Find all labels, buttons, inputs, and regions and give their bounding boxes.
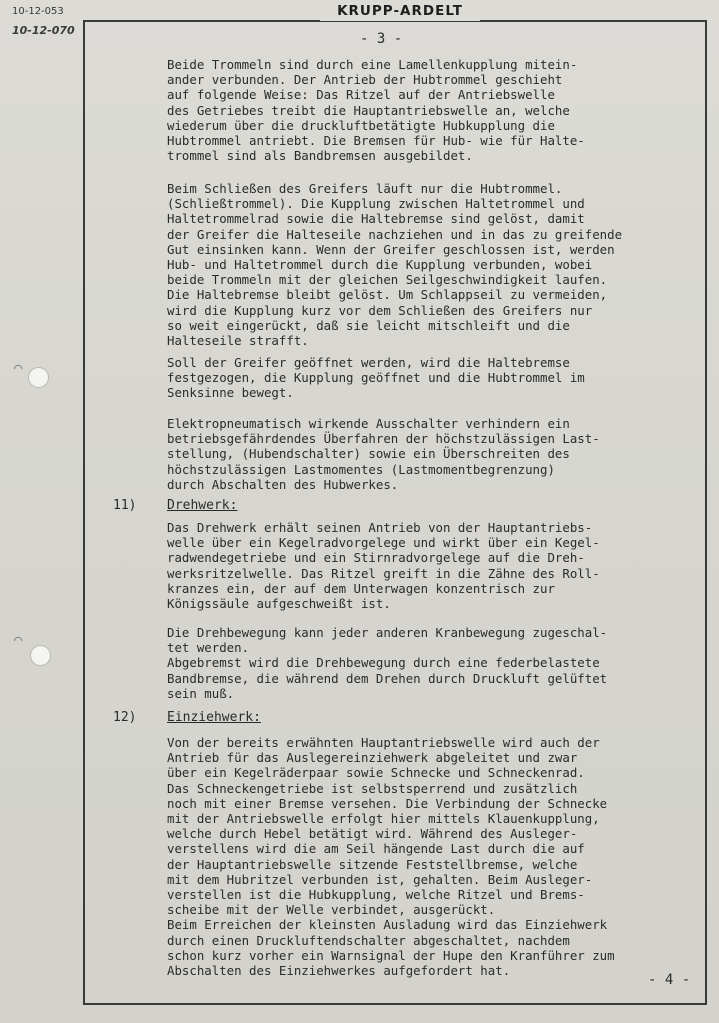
punch-hole-icon — [30, 645, 51, 666]
document-header-title: KRUPP-ARDELT — [320, 3, 480, 21]
punch-mark-icon: ⌒ — [14, 360, 23, 376]
section-title: Drehwerk: — [167, 498, 238, 513]
punch-hole-icon — [28, 367, 49, 388]
punch-mark-icon: ⌒ — [14, 632, 23, 648]
section-number: 12) — [113, 710, 137, 725]
paragraph-grab-closing: Beim Schließen des Greifers läuft nur die Hubtrommel. (Schließtrommel). Die Kupplung zwischen Haltetrommel und Haltetrommelrad sowie die Haltebremse sind gelöst, damit der Greifer die Halteseile nachziehen und in das zu greifende Gut einsinken kann. Wenn der Greifer geschlossen ist, werden Hub- und Haltetrommel durch die Kupplung verbunden, wobei beide Trommeln mit der gleichen Seilgeschwindigkeit laufen. Die Haltebremse bleibt gelöst. Um Schlappseil zu vermeiden, wird die Kupplung kurz vor dem Schließen des Greifers nur so weit eingerückt, daß sie leicht mitschleift und die Halteseile strafft. — [167, 181, 623, 349]
archive-stamp-top: 10-12-053 — [12, 6, 64, 17]
paragraph-slewing-drive: Das Drehwerk erhält seinen Antrieb von der Hauptantriebs- welle über ein Kegelradvorgelege und wirkt über ein Kegel- radwendegetriebe und ein Stirnradvorgelege auf die Dreh- werksritzelwelle. Das Ritzel greift in die Zähne des Roll- kranzes ein, der auf dem Unterwagen konzentrisch zur Königssäule aufgeschweißt ist. — [167, 520, 600, 612]
paragraph-luffing-gear: Von der bereits erwähnten Hauptantriebswelle wird auch der Antrieb für das Auslegereinziehwerk abgeleitet und zwar über ein Kegelräderpaar sowie Schnecke und Schneckenrad. Das Schneckengetriebe ist selbstsperrend und zusätzlich noch mit einer Bremse versehen. Die Verbindung der Schnecke mit der Antriebswelle erfolgt hier mittels Klauenkupplung, welche durch Hebel betätigt wird. Während des Ausleger- verstellens wird die am Seil hängende Last durch die auf der Hauptantriebswelle sitzende Feststellbremse, welche mit dem Hubritzel verbunden ist, gehalten. Beim Ausleger- verstellen ist die Hubkupplung, welche Ritzel und Brems- scheibe mit der Welle verbindet, ausgerückt. Beim Erreichen der kleinsten Ausladung wird das Einziehwerk durch einen Druckluftendschalter abgeschaltet, nachdem schon kurz vorher ein Warnsignal der Hupe den Kranführer zum Abschalten des Einziehwerkes aufgefordert hat. — [167, 735, 615, 979]
paragraph-drums-coupling: Beide Trommeln sind durch eine Lamellenkupplung mitein- ander verbunden. Der Antrieb der Hubtrommel geschieht auf folgende Weise: Das Ritzel auf der Antriebswelle des Getriebes treibt die Hauptantriebswelle an, welche wiederum über die druckluftbetätigte Hubkupplung die Hubtrommel antriebt. Die Bremsen für Hub- wie für Halte- trommel sind als Bandbremsen ausgebildet. — [167, 57, 585, 164]
paragraph-slewing-brake: Die Drehbewegung kann jeder anderen Kranbewegung zugeschal- tet werden. Abgebremst wird die Drehbewegung durch eine federbelastete Bandbremse, die während dem Drehen durch Druckluft gelüftet sein muß. — [167, 625, 608, 701]
archive-stamp-handwritten: 10-12-070 — [12, 24, 75, 37]
next-page-marker: - 4 - — [648, 972, 691, 988]
section-title: Einziehwerk: — [167, 710, 261, 725]
section-number: 11) — [113, 498, 137, 513]
paragraph-limit-switches: Elektropneumatisch wirkende Ausschalter verhindern ein betriebsgefährdendes Überfahren der höchstzulässigen Last- stellung, (Hubendschalter) sowie ein Überschreiten des höchstzulässigen Lastmomentes (Lastmomentbegrenzung) durch Abschalten des Hubwerkes. — [167, 416, 600, 492]
paragraph-grab-opening: Soll der Greifer geöffnet werden, wird die Haltebremse festgezogen, die Kupplung geöffnet und die Hubtrommel im Senksinne bewegt. — [167, 355, 585, 401]
page-number: - 3 - — [360, 31, 403, 47]
